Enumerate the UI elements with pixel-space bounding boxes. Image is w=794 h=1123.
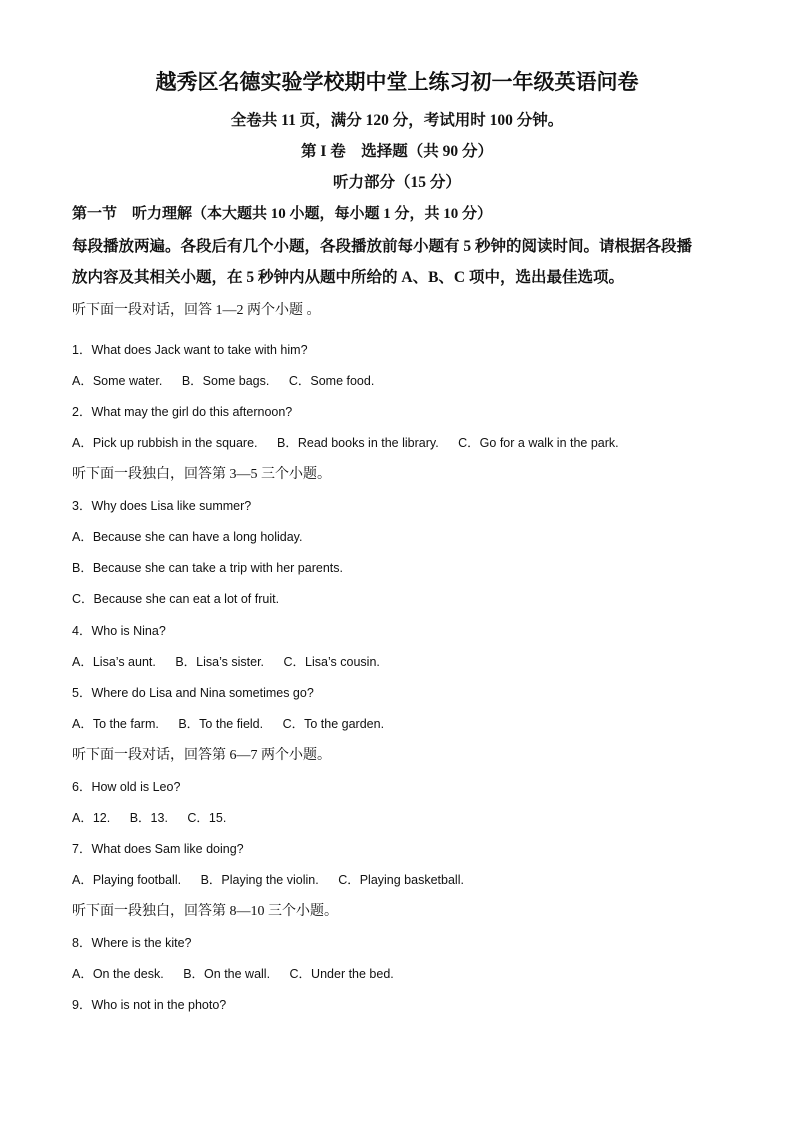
option-a[interactable]: A．On the desk. <box>72 967 164 981</box>
option-a[interactable]: A．12. <box>72 811 111 825</box>
option-a[interactable]: A．To the farm. <box>72 717 159 731</box>
option-b[interactable]: B．Playing the violin. <box>200 873 319 887</box>
instruction-line-1: 每段播放两遍。各段后有几个小题，各段播放前每小题有 5 秒钟的阅读时间。请根据各段播 <box>72 238 693 255</box>
question-3-stem: 3．Why does Lisa like summer? <box>72 499 252 513</box>
question-1-options <box>72 371 374 389</box>
question-7-stem: 7．What does Sam like doing? <box>72 842 244 856</box>
question-2-stem: 2．What may the girl do this afternoon? <box>72 405 293 419</box>
listening-prompt-4: 听下面一段独白，回答第 8—10 三个小题。 <box>72 904 338 919</box>
option-a[interactable]: A．Some water. <box>72 374 163 388</box>
part-heading: 第 I 卷 选择题（共 90 分） <box>300 143 494 160</box>
option-b[interactable]: B．Lisa’s sister. <box>175 655 265 669</box>
subpart-heading: 听力部分（15 分） <box>333 174 461 191</box>
question-4-stem: 4．Who is Nina? <box>72 624 166 638</box>
option-b[interactable]: B．On the wall. <box>183 967 271 981</box>
option-a[interactable]: A．Playing football. <box>72 873 182 887</box>
option-a[interactable]: A．Lisa’s aunt. <box>72 655 156 669</box>
question-3-option-a[interactable]: A．Because she can have a long holiday. <box>72 530 303 544</box>
option-c[interactable]: C．To the garden. <box>282 717 385 731</box>
listening-prompt-1: 听下面一段对话，回答 1—2 两个小题 。 <box>72 303 321 318</box>
option-c[interactable]: C．Go for a walk in the park. <box>458 436 619 450</box>
option-b[interactable]: B．13. <box>129 811 168 825</box>
question-5-options <box>72 714 384 732</box>
question-3-option-b[interactable]: B．Because she can take a trip with her parents. <box>72 561 343 575</box>
question-5-stem: 5．Where do Lisa and Nina sometimes go? <box>72 686 314 700</box>
option-b[interactable]: B．Read books in the library. <box>277 436 439 450</box>
question-6-options <box>72 808 226 826</box>
question-1-stem: 1．What does Jack want to take with him? <box>72 343 308 357</box>
section-heading: 第一节 听力理解（本大题共 10 小题，每小题 1 分，共 10 分） <box>72 206 493 222</box>
exam-title: 越秀区名德实验学校期中堂上练习初一年级英语问卷 <box>155 70 639 94</box>
question-3-option-c[interactable]: C．Because she can eat a lot of fruit. <box>72 592 280 606</box>
option-b[interactable]: B．To the field. <box>178 717 264 731</box>
question-8-stem: 8．Where is the kite? <box>72 936 192 950</box>
option-c[interactable]: C．15. <box>187 811 227 825</box>
option-b[interactable]: B．Some bags. <box>181 374 270 388</box>
question-8-options <box>72 964 394 982</box>
question-7-options <box>72 870 464 888</box>
option-a[interactable]: A．Pick up rubbish in the square. <box>72 436 258 450</box>
listening-prompt-3: 听下面一段对话，回答第 6—7 两个小题。 <box>72 748 331 763</box>
option-c[interactable]: C．Playing basketball. <box>338 873 464 887</box>
instruction-line-2: 放内容及其相关小题，在 5 秒钟内从题中所给的 A、B、C 项中，选出最佳选项。 <box>72 269 624 286</box>
question-9-stem: 9．Who is not in the photo? <box>72 998 227 1012</box>
exam-info: 全卷共 11 页，满分 120 分，考试用时 100 分钟。 <box>230 112 564 129</box>
option-c[interactable]: C．Under the bed. <box>289 967 394 981</box>
option-c[interactable]: C．Lisa’s cousin. <box>283 655 380 669</box>
question-2-options <box>72 433 619 451</box>
question-4-options <box>72 652 380 670</box>
question-6-stem: 6．How old is Leo? <box>72 780 181 794</box>
option-c[interactable]: C．Some food. <box>288 374 375 388</box>
listening-prompt-2: 听下面一段独白，回答第 3—5 三个小题。 <box>72 467 331 482</box>
